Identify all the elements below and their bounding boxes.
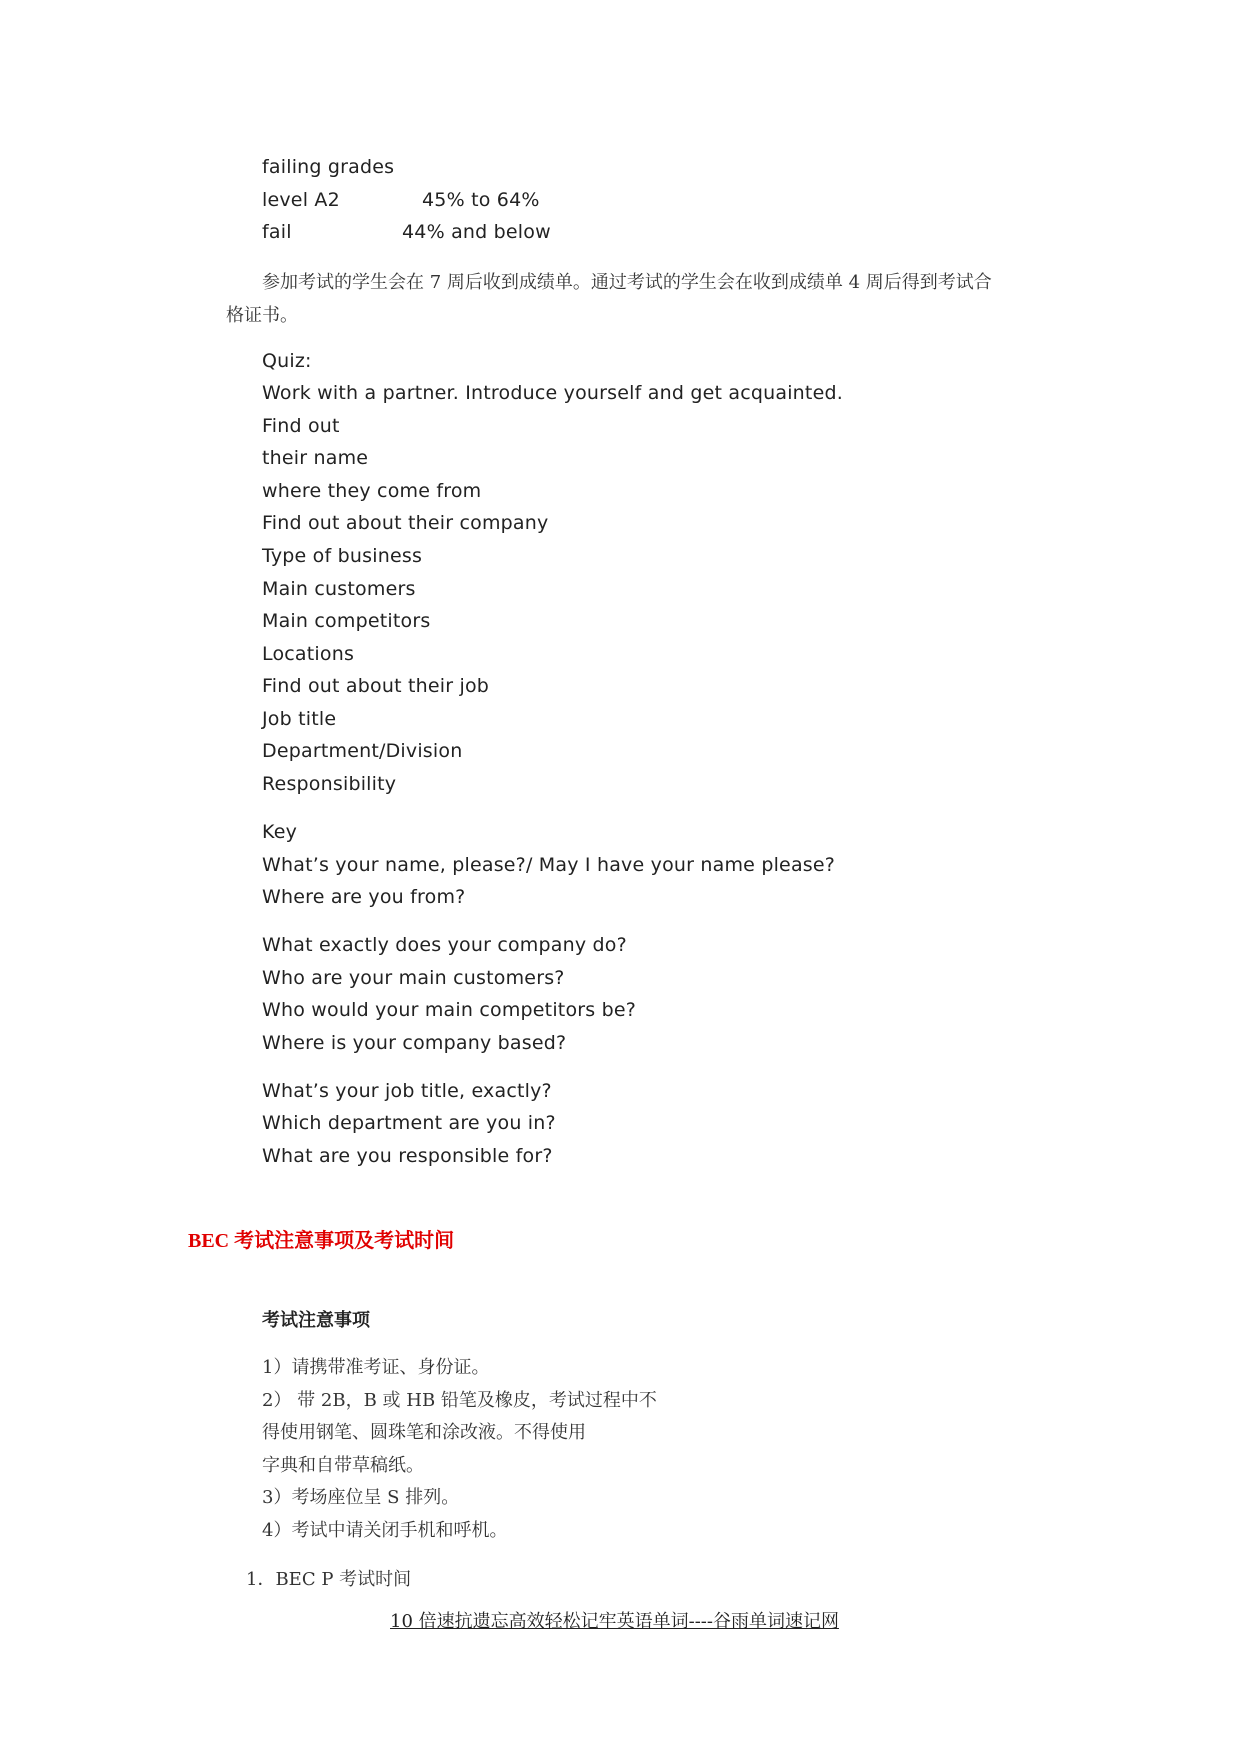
notice-item: 3）考场座位呈 S 排列。 — [262, 1487, 460, 1508]
quiz-label: Quiz: — [262, 350, 312, 372]
grade-row — [262, 189, 662, 213]
grade-level: level A2 — [262, 189, 340, 211]
notice-item: 1）请携带准考证、身份证。 — [262, 1357, 490, 1378]
key-line: Which department are you in? — [262, 1112, 556, 1134]
notice-line-1: 参加考试的学生会在 7 周后收到成绩单。通过考试的学生会在收到成绩单 4 周后得到考试合 — [262, 272, 992, 293]
notice-item: 字典和自带草稿纸。 — [262, 1455, 424, 1476]
notice-line-2: 格证书。 — [226, 305, 298, 326]
notice-item: 2） 带 2B，B 或 HB 铅笔及橡皮，考试过程中不 — [262, 1390, 657, 1411]
quiz-line: Find out — [262, 415, 340, 437]
key-line: Who are your main customers? — [262, 967, 565, 989]
section-subtitle: 考试注意事项 — [262, 1310, 370, 1331]
quiz-line: Main competitors — [262, 610, 431, 632]
key-line: What’s your job title, exactly? — [262, 1080, 552, 1102]
grades-heading: failing grades — [262, 156, 395, 178]
grade-row — [262, 221, 662, 245]
grade-range: 44% and below — [402, 221, 551, 243]
quiz-line: Find out about their job — [262, 675, 490, 697]
key-label: Key — [262, 821, 298, 843]
key-line: What exactly does your company do? — [262, 934, 627, 956]
quiz-line: Department/Division — [262, 740, 463, 762]
key-line: What’s your name, please?/ May I have your name please? — [262, 854, 836, 876]
key-line: What are you responsible for? — [262, 1145, 553, 1167]
grade-level: fail — [262, 221, 292, 243]
quiz-line: Responsibility — [262, 773, 397, 795]
notice-item: 得使用钢笔、圆珠笔和涂改液。不得使用 — [262, 1422, 586, 1443]
quiz-line: where they come from — [262, 480, 482, 502]
quiz-line: Find out about their company — [262, 512, 549, 534]
key-line: Who would your main competitors be? — [262, 999, 637, 1021]
key-line: Where is your company based? — [262, 1032, 567, 1054]
quiz-line: Type of business — [262, 545, 423, 567]
quiz-line: Work with a partner. Introduce yourself and get acquainted. — [262, 382, 843, 404]
notice-item: 4）考试中请关闭手机和呼机。 — [262, 1520, 508, 1541]
quiz-line: Main customers — [262, 578, 416, 600]
grade-range: 45% to 64% — [422, 189, 540, 211]
numbered-heading: 1．BEC P 考试时间 — [246, 1569, 412, 1590]
quiz-line: their name — [262, 447, 369, 469]
quiz-line: Locations — [262, 643, 355, 665]
section-title: BEC 考试注意事项及考试时间 — [188, 1230, 455, 1252]
footer-link[interactable]: 10 倍速抗遗忘高效轻松记牢英语单词----谷雨单词速记网 — [390, 1611, 839, 1632]
quiz-line: Job title — [262, 708, 337, 730]
key-line: Where are you from? — [262, 886, 466, 908]
